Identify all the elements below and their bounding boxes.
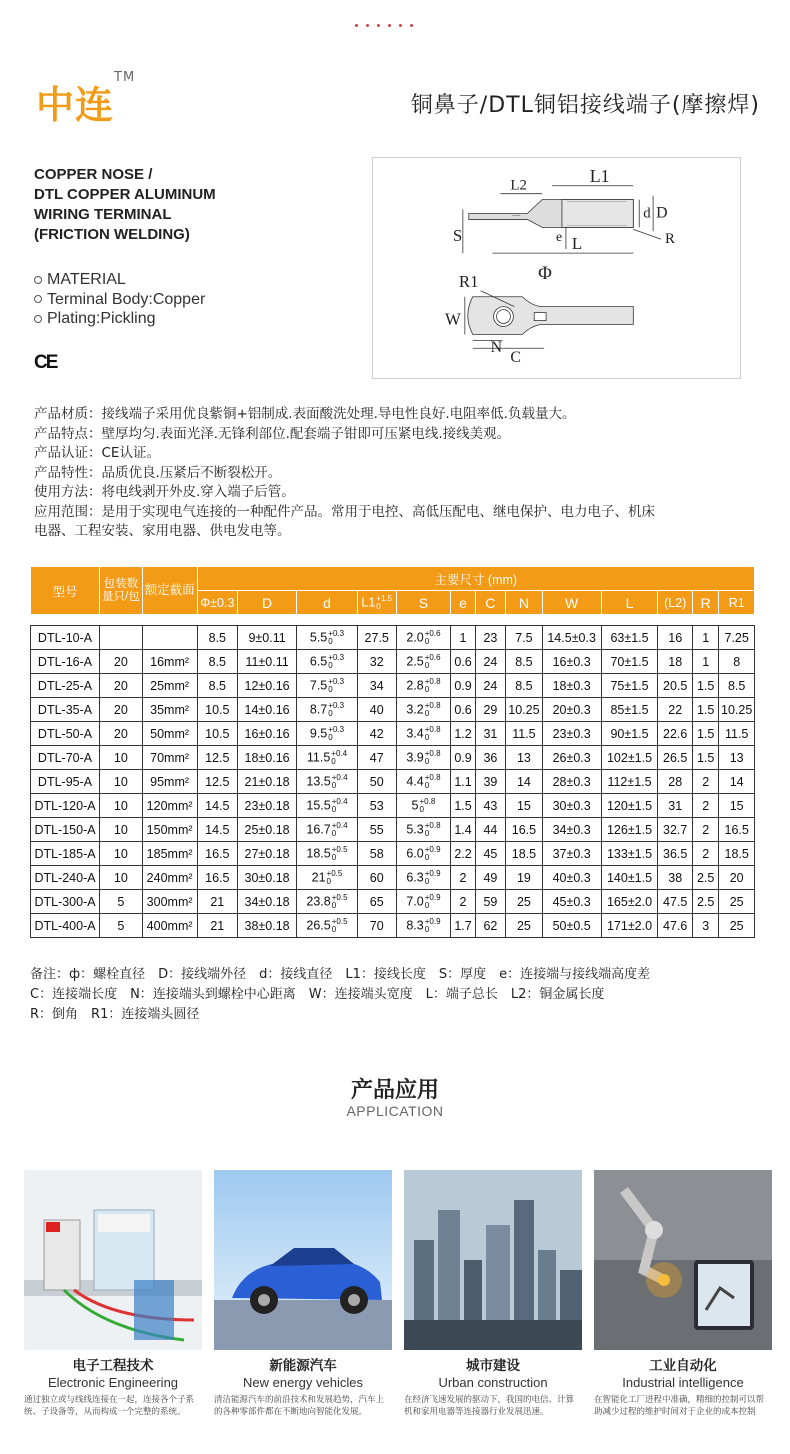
card-title-en: Industrial intelligence: [622, 1375, 744, 1390]
application-card-electronic: [24, 1170, 202, 1418]
table-cell: 19: [506, 866, 543, 890]
table-cell: 16.5: [197, 842, 238, 866]
table-cell: 27.5: [357, 626, 396, 650]
table-cell: 25±0.18: [238, 818, 297, 842]
table-cell: 43: [475, 794, 505, 818]
table-cell: 5.5 +0.3 0: [297, 626, 358, 650]
table-cell: 2: [692, 818, 718, 842]
table-cell: 18.5: [719, 842, 755, 866]
table-cell: 2.5: [692, 890, 718, 914]
table-cell: 32.7: [658, 818, 693, 842]
table-cell: 40±0.3: [542, 866, 601, 890]
table-cell: 21: [197, 890, 238, 914]
col-header-7: N: [506, 591, 543, 615]
product-description: 产品材质：接线端子采用优良紫铜+铝制成.表面酸洗处理.导电性良好.电阻率低.负载量大。 产品特点：壁厚均匀.表面光泽.无锋利部位.配套端子钳即可压紧电线.接线美观。 产品认证：CE认证。 产品特性：品质优良.压紧后不断裂松开。 使用方法：将电线剥开外皮.穿入端子后管。 应用范围：是用于实现电气连接的一种配件产品。常用于电控、高低压配电、继电保护、电力电子、机床 电器、工程安装、家用电器、供电发电等。: [34, 406, 655, 539]
table-cell: 8.3 +0.9 0: [396, 914, 451, 938]
table-cell: 14: [719, 770, 755, 794]
table-cell: 1.5: [451, 794, 475, 818]
table-cell: 14.5: [197, 818, 238, 842]
table-cell: 47.6: [658, 914, 693, 938]
diagram-label-d: d: [643, 205, 651, 222]
table-cell: 21: [197, 914, 238, 938]
table-cell: 10: [100, 746, 143, 770]
decorative-dots: [355, 24, 413, 27]
table-cell: 63±1.5: [601, 626, 658, 650]
table-cell: 3.2 +0.8 0: [396, 698, 451, 722]
table-cell: 2: [692, 794, 718, 818]
table-cell: 16.7 +0.4 0: [297, 818, 358, 842]
table-cell: 28±0.3: [542, 770, 601, 794]
table-cell: 185mm²: [142, 842, 197, 866]
col-header-3: L1 +1.5 0: [357, 591, 396, 615]
table-cell: 0.9: [451, 746, 475, 770]
table-cell: 34±0.3: [542, 818, 601, 842]
table-cell: 65: [357, 890, 396, 914]
table-cell: 8.5: [197, 650, 238, 674]
table-cell: 13.5 +0.4 0: [297, 770, 358, 794]
table-cell: 240mm²: [142, 866, 197, 890]
table-cell: 90±1.5: [601, 722, 658, 746]
table-cell: 70mm²: [142, 746, 197, 770]
diagram-label-e: e: [556, 230, 563, 246]
card-title-cn: 新能源汽车: [269, 1358, 337, 1374]
table-cell: 14±0.16: [238, 698, 297, 722]
col-header-2: d: [297, 591, 358, 615]
table-cell: DTL-70-A: [31, 746, 100, 770]
diagram-label-phi: Φ: [538, 262, 552, 284]
table-cell: 27±0.18: [238, 842, 297, 866]
table-cell: 42: [357, 722, 396, 746]
table-cell: 4.4 +0.8 0: [396, 770, 451, 794]
table-cell: 1: [451, 626, 475, 650]
diagram-label-D: D: [656, 204, 668, 222]
table-cell: 1.5: [692, 698, 718, 722]
page-title: 铜鼻子/DTL铜铝接线端子(摩擦焊): [410, 93, 760, 118]
table-cell: 47: [357, 746, 396, 770]
table-cell: 120mm²: [142, 794, 197, 818]
table-cell: 16: [658, 626, 693, 650]
table-cell: 18±0.16: [238, 746, 297, 770]
card-text: 清洁能源汽车的前沿技术和发展趋势，汽车上的各种零部件都在不断地向智能化发展。: [214, 1395, 385, 1417]
table-cell: 14: [506, 770, 543, 794]
material-item: Plating:Pickling: [34, 309, 205, 329]
table-cell: 31: [658, 794, 693, 818]
table-row: [31, 698, 755, 722]
table-cell: 140±1.5: [601, 866, 658, 890]
col-header-pack: 包装数量只/包: [100, 567, 143, 615]
table-cell: 165±2.0: [601, 890, 658, 914]
table-cell: DTL-400-A: [31, 914, 100, 938]
table-cell: 24: [475, 650, 505, 674]
table-cell: 39: [475, 770, 505, 794]
diagram-label-N: N: [490, 339, 503, 357]
table-cell: 55: [357, 818, 396, 842]
table-cell: 26.5 +0.5 0: [297, 914, 358, 938]
table-cell: 13: [506, 746, 543, 770]
table-cell: 49: [475, 866, 505, 890]
table-cell: 50mm²: [142, 722, 197, 746]
table-cell: 10: [100, 794, 143, 818]
table-cell: 16.5: [197, 866, 238, 890]
table-cell: 34±0.18: [238, 890, 297, 914]
table-cell: 0.6: [451, 698, 475, 722]
table-cell: DTL-25-A: [31, 674, 100, 698]
table-cell: 20.5: [658, 674, 693, 698]
table-cell: 20: [100, 722, 143, 746]
table-row: [31, 650, 755, 674]
table-cell: 21 +0.5 0: [297, 866, 358, 890]
table-cell: 20±0.3: [542, 698, 601, 722]
table-cell: DTL-16-A: [31, 650, 100, 674]
card-text: 在智能化工厂进程中准确，精细的控制可以帮助减少过程的维护时间对于企业的成本控制: [594, 1395, 765, 1417]
table-cell: 23.8 +0.5 0: [297, 890, 358, 914]
col-header-1: D: [238, 591, 297, 615]
application-card-industrial: [594, 1170, 772, 1418]
card-title-en: New energy vehicles: [243, 1375, 363, 1390]
diagram-label-R: R: [665, 231, 675, 248]
col-header-section: 额定截面: [142, 567, 197, 615]
table-cell: 20: [100, 674, 143, 698]
table-cell: 8.5: [506, 650, 543, 674]
table-cell: 5 +0.8 0: [396, 794, 451, 818]
table-cell: 53: [357, 794, 396, 818]
table-cell: 1.5: [692, 746, 718, 770]
table-cell: 15: [719, 794, 755, 818]
table-row: [31, 626, 755, 650]
application-card-vehicle: [214, 1170, 392, 1418]
table-cell: 10: [100, 818, 143, 842]
table-cell: 5.3 +0.8 0: [396, 818, 451, 842]
material-item: Terminal Body:Copper: [34, 290, 205, 310]
table-cell: 37±0.3: [542, 842, 601, 866]
card-title-cn: 城市建设: [466, 1358, 520, 1374]
table-cell: 8.5: [719, 674, 755, 698]
application-card-urban: [404, 1170, 582, 1418]
table-cell: 32: [357, 650, 396, 674]
spec-table: [30, 566, 755, 938]
bullet-icon: [34, 295, 42, 303]
table-cell: 10.5: [197, 722, 238, 746]
table-cell: 2: [692, 842, 718, 866]
application-subtitle: APPLICATION: [346, 1103, 444, 1119]
table-cell: 40: [357, 698, 396, 722]
table-cell: 6.3 +0.9 0: [396, 866, 451, 890]
table-row: [31, 818, 755, 842]
table-cell: 300mm²: [142, 890, 197, 914]
table-cell: 15: [506, 794, 543, 818]
table-cell: 35mm²: [142, 698, 197, 722]
table-cell: 1: [692, 626, 718, 650]
table-cell: 38±0.18: [238, 914, 297, 938]
table-cell: 10: [100, 866, 143, 890]
table-cell: 26.5: [658, 746, 693, 770]
table-cell: 8.7 +0.3 0: [297, 698, 358, 722]
table-cell: 36: [475, 746, 505, 770]
table-cell: 2.5 +0.6 0: [396, 650, 451, 674]
card-title-cn: 工业自动化: [649, 1358, 717, 1374]
col-header-model: 型号: [31, 567, 100, 615]
table-cell: 34: [357, 674, 396, 698]
table-row: [31, 770, 755, 794]
table-cell: 11.5: [506, 722, 543, 746]
table-cell: 18: [658, 650, 693, 674]
table-cell: 3.4 +0.8 0: [396, 722, 451, 746]
table-cell: DTL-10-A: [31, 626, 100, 650]
english-title: COPPER NOSE / DTL COPPER ALUMINUM WIRING TERMINAL (FRICTION WELDING): [34, 166, 216, 243]
col-header-main: 主要尺寸 (mm): [197, 567, 754, 591]
table-cell: 1.7: [451, 914, 475, 938]
table-cell: 5: [100, 890, 143, 914]
table-cell: 3: [692, 914, 718, 938]
card-title-en: Electronic Engineering: [47, 1375, 179, 1390]
table-cell: 126±1.5: [601, 818, 658, 842]
table-cell: 25: [719, 914, 755, 938]
table-cell: 6.5 +0.3 0: [297, 650, 358, 674]
table-cell: 1.5: [692, 674, 718, 698]
table-cell: 10: [100, 770, 143, 794]
table-cell: 2.5: [692, 866, 718, 890]
table-row: [31, 842, 755, 866]
table-cell: 95mm²: [142, 770, 197, 794]
table-cell: 1.1: [451, 770, 475, 794]
table-row: [31, 866, 755, 890]
table-cell: 25: [506, 914, 543, 938]
table-cell: 29: [475, 698, 505, 722]
table-cell: [142, 626, 197, 650]
col-header-5: e: [451, 591, 475, 615]
table-cell: 45±0.3: [542, 890, 601, 914]
table-cell: 10.5: [197, 698, 238, 722]
table-cell: 16.5: [506, 818, 543, 842]
table-cell: 0.6: [451, 650, 475, 674]
col-header-0: Φ±0.3: [197, 591, 238, 615]
table-cell: 1.2: [451, 722, 475, 746]
table-cell: 20: [100, 650, 143, 674]
table-cell: 8: [719, 650, 755, 674]
table-cell: DTL-185-A: [31, 842, 100, 866]
table-cell: 102±1.5: [601, 746, 658, 770]
table-cell: 28: [658, 770, 693, 794]
card-title-cn: 电子工程技术: [72, 1358, 154, 1374]
col-header-8: W: [542, 591, 601, 615]
table-cell: 12±0.16: [238, 674, 297, 698]
table-cell: 21±0.18: [238, 770, 297, 794]
table-cell: 150mm²: [142, 818, 197, 842]
table-cell: 24: [475, 674, 505, 698]
table-cell: 44: [475, 818, 505, 842]
table-cell: 22.6: [658, 722, 693, 746]
table-cell: DTL-95-A: [31, 770, 100, 794]
table-cell: 23±0.18: [238, 794, 297, 818]
card-text: 通过独立或与线线连接在一起，连接各个子系统、子设备等，从而构成一个完整的系统。: [24, 1395, 195, 1417]
diagram-label-L: L: [571, 234, 583, 254]
table-cell: 30±0.18: [238, 866, 297, 890]
application-title: 产品应用: [350, 1078, 439, 1103]
table-cell: 20: [100, 698, 143, 722]
table-cell: 26±0.3: [542, 746, 601, 770]
table-cell: 11.5 +0.4 0: [297, 746, 358, 770]
table-cell: 7.25: [719, 626, 755, 650]
urban-construction-image: [404, 1170, 582, 1350]
table-cell: 11.5: [719, 722, 755, 746]
table-cell: 16.5: [719, 818, 755, 842]
table-cell: 9.5 +0.3 0: [297, 722, 358, 746]
material-list: [34, 270, 205, 329]
electronic-engineering-image: [24, 1170, 202, 1350]
table-cell: 2.2: [451, 842, 475, 866]
table-cell: 75±1.5: [601, 674, 658, 698]
table-cell: 16±0.16: [238, 722, 297, 746]
table-cell: 31: [475, 722, 505, 746]
table-cell: 2: [692, 770, 718, 794]
table-cell: 23: [475, 626, 505, 650]
ce-mark: CE: [34, 352, 57, 373]
table-cell: 8.5: [197, 674, 238, 698]
table-cell: 8.5: [197, 626, 238, 650]
table-cell: 8.5: [506, 674, 543, 698]
table-cell: 7.5 +0.3 0: [297, 674, 358, 698]
table-cell: 85±1.5: [601, 698, 658, 722]
table-cell: [100, 626, 143, 650]
table-cell: 133±1.5: [601, 842, 658, 866]
table-cell: 5: [100, 914, 143, 938]
table-row: [31, 722, 755, 746]
table-cell: 30±0.3: [542, 794, 601, 818]
table-cell: 112±1.5: [601, 770, 658, 794]
table-cell: 2.8 +0.8 0: [396, 674, 451, 698]
table-row: [31, 794, 755, 818]
table-cell: 12.5: [197, 746, 238, 770]
col-header-4: S: [396, 591, 451, 615]
application-cards: [24, 1170, 772, 1418]
table-cell: 16mm²: [142, 650, 197, 674]
table-cell: 13: [719, 746, 755, 770]
table-cell: 70±1.5: [601, 650, 658, 674]
table-cell: 16±0.3: [542, 650, 601, 674]
table-cell: DTL-150-A: [31, 818, 100, 842]
diagram-label-s: S: [452, 226, 463, 246]
bullet-icon: [34, 315, 42, 323]
table-cell: 120±1.5: [601, 794, 658, 818]
table-cell: 400mm²: [142, 914, 197, 938]
table-cell: DTL-300-A: [31, 890, 100, 914]
table-cell: 3.9 +0.8 0: [396, 746, 451, 770]
terminal-diagram: [372, 157, 741, 379]
table-cell: 50±0.5: [542, 914, 601, 938]
table-cell: 20: [719, 866, 755, 890]
table-cell: DTL-50-A: [31, 722, 100, 746]
table-cell: 2: [451, 866, 475, 890]
table-cell: 18±0.3: [542, 674, 601, 698]
table-row: [31, 746, 755, 770]
table-cell: 0.9: [451, 674, 475, 698]
table-cell: 2.0 +0.6 0: [396, 626, 451, 650]
table-cell: 70: [357, 914, 396, 938]
table-cell: 10: [100, 842, 143, 866]
table-row: [31, 674, 755, 698]
table-cell: 12.5: [197, 770, 238, 794]
col-header-10: (L2): [658, 591, 693, 615]
table-cell: 59: [475, 890, 505, 914]
table-cell: 14.5±0.3: [542, 626, 601, 650]
table-cell: 36.5: [658, 842, 693, 866]
diagram-label-C: C: [510, 349, 521, 367]
bullet-icon: [34, 276, 42, 284]
table-cell: 9±0.11: [238, 626, 297, 650]
table-cell: 60: [357, 866, 396, 890]
table-cell: 15.5 +0.4 0: [297, 794, 358, 818]
table-cell: 25: [719, 890, 755, 914]
table-cell: 18.5: [506, 842, 543, 866]
table-cell: 18.5 +0.5 0: [297, 842, 358, 866]
table-cell: DTL-120-A: [31, 794, 100, 818]
diagram-label-l2: L2: [510, 177, 527, 194]
diagram-label-W: W: [445, 309, 461, 329]
table-cell: 58: [357, 842, 396, 866]
table-cell: 2: [451, 890, 475, 914]
col-header-9: L: [601, 591, 658, 615]
table-cell: 22: [658, 698, 693, 722]
table-cell: 10.25: [506, 698, 543, 722]
table-cell: 62: [475, 914, 505, 938]
table-cell: 1.4: [451, 818, 475, 842]
diagram-label-R1: R1: [458, 271, 479, 291]
table-cell: 10.25: [719, 698, 755, 722]
table-cell: 6.0 +0.9 0: [396, 842, 451, 866]
brand-logo: 中连™: [36, 70, 136, 127]
table-cell: 45: [475, 842, 505, 866]
table-cell: 50: [357, 770, 396, 794]
table-cell: 7.5: [506, 626, 543, 650]
card-text: 在经济飞速发展的驱动下，我国的电信、计算机和家用电器等连接器行业发展迅速。: [404, 1395, 575, 1417]
table-cell: 25: [506, 890, 543, 914]
table-cell: DTL-35-A: [31, 698, 100, 722]
diagram-label-l1: L1: [589, 165, 610, 186]
table-cell: 23±0.3: [542, 722, 601, 746]
table-cell: 11±0.11: [238, 650, 297, 674]
table-cell: 1.5: [692, 722, 718, 746]
table-cell: 1: [692, 650, 718, 674]
industrial-intelligence-image: [594, 1170, 772, 1350]
col-header-6: C: [475, 591, 505, 615]
table-cell: 38: [658, 866, 693, 890]
material-item: MATERIAL: [34, 270, 205, 290]
col-header-12: R1: [719, 591, 755, 615]
notes: 备注：ф：螺栓直径 D：接线端外径 d：接线直径 L1：接线长度 S：厚度 e：连接端与接线端高度差 C：连接端长度 N：连接端头到螺栓中心距离 W：连接端头宽度 L：端子总长 L2：铜金属长度 R：倒角 R1：连接端头圆径: [30, 967, 651, 1022]
table-cell: 25mm²: [142, 674, 197, 698]
table-cell: 47.5: [658, 890, 693, 914]
table-cell: DTL-240-A: [31, 866, 100, 890]
new-energy-vehicle-image: [214, 1170, 392, 1350]
table-row: [31, 890, 755, 914]
table-cell: 7.0 +0.9 0: [396, 890, 451, 914]
table-row: [31, 914, 755, 938]
table-cell: 14.5: [197, 794, 238, 818]
table-cell: 171±2.0: [601, 914, 658, 938]
card-title-en: Urban construction: [438, 1375, 548, 1390]
col-header-11: R: [692, 591, 718, 615]
